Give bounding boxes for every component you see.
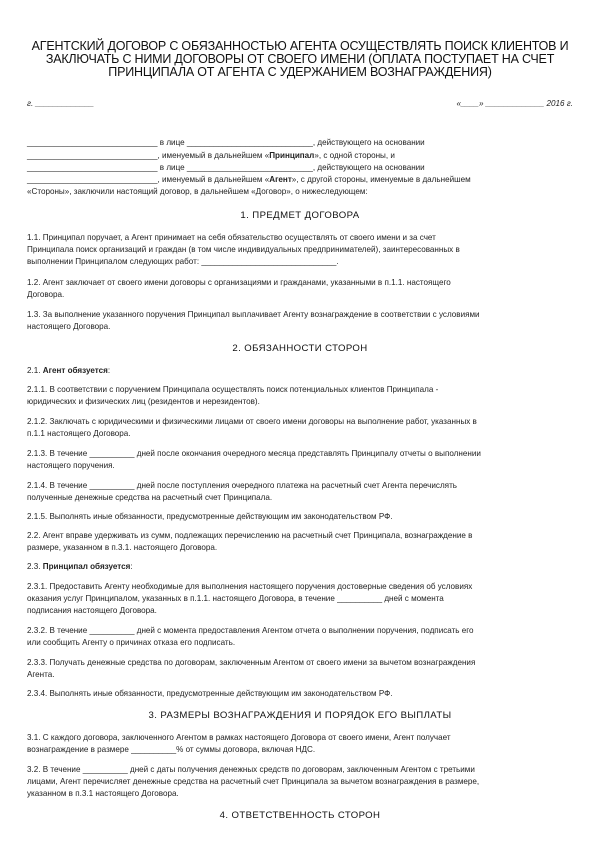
paragraph-line: Договора. (27, 290, 65, 299)
date-field: «____» _____________ 2016 г. (456, 99, 573, 108)
paragraph-line: юридических и физических лиц (резидентов и нерезидентов). (27, 397, 260, 406)
title-line: ЗАКЛЮЧАТЬ С НИМИ ДОГОВОРЫ ОТ СВОЕГО ИМЕНИ (ОПЛАТА ПОСТУПАЕТ НА СЧЕТ (45, 52, 555, 66)
paragraph-line: указанном в п.3.1 настоящего Договора. (27, 789, 179, 798)
paragraph-line: 2.1.4. В течение __________ дней после поступления очередного платежа на расчетный счет Агента перечислять (27, 481, 457, 490)
subsection-heading: 2.3. Принципал обязуется: (27, 562, 133, 571)
paragraph-line: 2.1.5. Выполнять иные обязанности, предусмотренные действующим им законодательством РФ. (27, 512, 393, 521)
section-heading: 3. РАЗМЕРЫ ВОЗНАГРАЖДЕНИЯ И ПОРЯДОК ЕГО ВЫПЛАТЫ (148, 710, 452, 721)
document-title (20, 40, 580, 79)
parties-line: _____________________________ в лице ____________________________, действующего на основании (27, 163, 425, 172)
paragraph-line: 2.1.1. В соответствии с поручением Принципала осуществлять поиск потенциальных клиентов Принципала - (27, 385, 439, 394)
paragraph-line: 3.2. В течение __________ дней с даты получения денежных средств по договорам, заключенным Агентом с третьими (27, 765, 475, 774)
paragraph-line: Агента. (27, 670, 55, 679)
city-field: г. _____________ (27, 99, 95, 108)
paragraph-line: 1.1. Принципал поручает, а Агент принимает на себя обязательство осуществлять от своего имени и за счет (27, 233, 436, 242)
section-heading: 2. ОБЯЗАННОСТИ СТОРОН (232, 343, 368, 354)
paragraph-line: 2.3.2. В течение __________ дней с момента предоставления Агентом отчета о выполнении поручения, подписать его (27, 626, 474, 635)
parties-line: _____________________________, именуемый в дальнейшем «Агент», с другой стороны, именуемые в дальнейшем (27, 175, 471, 184)
paragraph-line: настоящего поручения. (27, 461, 115, 470)
paragraph-line: размере, указанном в п.3.1. настоящего Договора. (27, 543, 218, 552)
paragraph-line: или сообщить Агенту о причинах отказа его подписать. (27, 638, 236, 647)
paragraph-line: 1.2. Агент заключает от своего имени договоры с организациями и гражданами, указанными в п.1.1. настоящего (27, 278, 451, 287)
paragraph-line: 2.3.3. Получать денежные средства по договорам, заключенным Агентом от своего имени за вычетом вознаграждения (27, 658, 476, 667)
parties-line: _____________________________ в лице ____________________________, действующего на основании (27, 138, 425, 147)
paragraph-line: подписания настоящего Договора. (27, 606, 157, 615)
paragraph-line: 2.1.2. Заключать с юридическими и физическими лицами от своего имени договоры на выполнение работ, указанных в (27, 417, 477, 426)
paragraph-line: п.1.1 настоящего Договора. (27, 429, 131, 438)
parties-line: «Стороны», заключили настоящий договор, в дальнейшем «Договор», о нижеследующем: (27, 187, 368, 196)
paragraph-line: 2.3.1. Предоставить Агенту необходимые для выполнения настоящего поручения достоверные сведения об условиях (27, 582, 473, 591)
paragraph-line: Принципала поиск организаций и граждан (в том числе индивидуальных предпринимателей), заинтересованных в (27, 245, 460, 254)
title-line: ПРИНЦИПАЛА ОТ АГЕНТА С УДЕРЖАНИЕМ ВОЗНАГРАЖДЕНИЯ) (108, 65, 492, 79)
section-heading: 1. ПРЕДМЕТ ДОГОВОРА (240, 210, 360, 221)
paragraph-line: настоящего Договора. (27, 322, 111, 331)
paragraph-line: выполнении Принципалом следующих работ: ______________________________. (27, 257, 339, 266)
paragraph-line: 2.1.3. В течение __________ дней после окончания очередного месяца представлять Принципалу отчеты о выполнении (27, 449, 481, 458)
paragraph-line: 1.3. За выполнение указанного поручения Принципал выплачивает Агенту вознаграждение в соответствии с условиями (27, 310, 480, 319)
paragraph-line: 2.2. Агент вправе удерживать из сумм, подлежащих перечислению на расчетный счет Принципала, вознаграждение в (27, 531, 473, 540)
paragraph-line: полученные денежные средства на расчетный счет Принципала. (27, 493, 273, 502)
title-line: АГЕНТСКИЙ ДОГОВОР С ОБЯЗАННОСТЬЮ АГЕНТА ОСУЩЕСТВЛЯТЬ ПОИСК КЛИЕНТОВ И (31, 39, 569, 53)
paragraph-line: оказания услуг Принципалом, указанных в п.1.1. настоящего Договора, в течение __________ дней с момента (27, 594, 444, 603)
parties-line: _____________________________, именуемый в дальнейшем «Принципал», с одной стороны, и (27, 151, 395, 160)
subsection-heading: 2.1. Агент обязуется: (27, 366, 111, 375)
paragraph-line: 2.3.4. Выполнять иные обязанности, предусмотренные действующим им законодательством РФ. (27, 689, 393, 698)
paragraph-line: вознаграждение в размере __________% от суммы договора, включая НДС. (27, 745, 316, 754)
paragraph-line: 3.1. С каждого договора, заключенного Агентом в рамках настоящего Договора от своего имени, Агент получает (27, 733, 451, 742)
section-heading: 4. ОТВЕТСТВЕННОСТЬ СТОРОН (219, 810, 381, 821)
paragraph-line: лицами, Агент перечисляет денежные средства на расчетный счет Принципала за вычетом вознаграждения в размере, (27, 777, 480, 786)
